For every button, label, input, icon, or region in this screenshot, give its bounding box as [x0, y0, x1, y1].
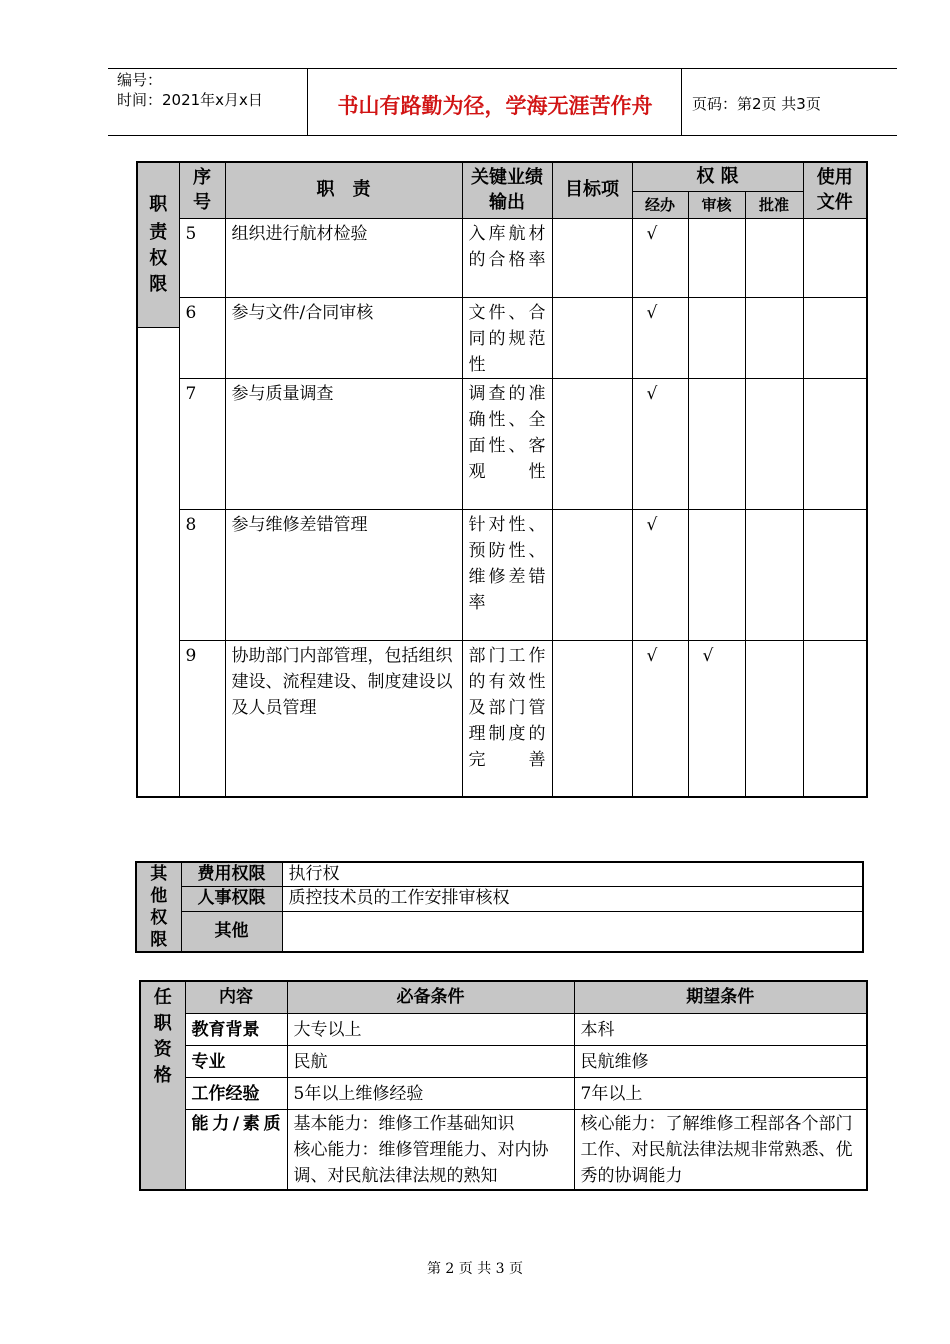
other-value: 质控技术员的工作安排审核权	[282, 887, 863, 912]
row-kpi: 针对性、预防性、维修差错率	[462, 509, 552, 640]
header-divider	[307, 68, 308, 136]
header-seq: 序号	[179, 162, 225, 218]
header-content: 内容	[185, 981, 287, 1013]
row-doc	[803, 378, 867, 509]
other-value	[282, 911, 863, 952]
header-target: 目标项	[552, 162, 632, 218]
row-target	[552, 378, 632, 509]
row-duty: 参与质量调查	[225, 378, 462, 509]
row-review	[688, 378, 745, 509]
header-divider	[681, 68, 682, 136]
qual-expected: 民航维修	[574, 1045, 867, 1077]
header-kpi: 关键业绩输出	[462, 162, 552, 218]
qual-expected: 核心能力：了解维修工程部各个部门工作、对民航法律法规非常熟悉、优秀的协调能力	[574, 1109, 867, 1190]
qual-required: 民航	[287, 1045, 574, 1077]
qual-label: 工作经验	[185, 1077, 287, 1109]
table-row	[140, 1013, 867, 1045]
row-kpi: 入库航材的合格率	[462, 218, 552, 297]
row-review	[688, 218, 745, 297]
row-seq: 5	[179, 218, 225, 297]
other-label: 其他	[181, 911, 282, 952]
row-review	[688, 509, 745, 640]
row-doc	[803, 509, 867, 640]
qual-label: 专业	[185, 1045, 287, 1077]
row-target	[552, 640, 632, 797]
row-kpi: 文件、合同的规范性	[462, 297, 552, 378]
row-doc	[803, 218, 867, 297]
row-handle: √	[632, 509, 688, 640]
qual-expected: 7年以上	[574, 1077, 867, 1109]
row-seq: 7	[179, 378, 225, 509]
row-doc	[803, 297, 867, 378]
row-review	[688, 297, 745, 378]
row-approve	[745, 297, 803, 378]
header-bottom-line	[108, 135, 897, 136]
duties-table	[136, 161, 868, 798]
row-duty: 参与维修差错管理	[225, 509, 462, 640]
row-review: √	[688, 640, 745, 797]
other-authority-table	[135, 861, 864, 953]
table-row	[140, 1109, 867, 1190]
qual-required: 大专以上	[287, 1013, 574, 1045]
duties-section-label: 职	[137, 162, 179, 218]
row-kpi: 部门工作的有效性及部门管理制度的完善	[462, 640, 552, 797]
row-target	[552, 218, 632, 297]
header-review: 审核	[688, 191, 745, 218]
qual-expected: 本科	[574, 1013, 867, 1045]
header-expected: 期望条件	[574, 981, 867, 1013]
table-row	[137, 218, 867, 297]
doc-time-label: 时间：2021年x月x日	[117, 91, 263, 109]
duties-section-label-body: 责权限	[137, 218, 179, 797]
header-approve: 批准	[745, 191, 803, 218]
table-row	[140, 1045, 867, 1077]
row-kpi: 调查的准确性、全面性、客观性	[462, 378, 552, 509]
qual-required: 基本能力：维修工作基础知识 核心能力：维修管理能力、对内协调、对民航法律法规的熟知	[287, 1109, 574, 1190]
table-row	[137, 297, 867, 378]
row-duty: 组织进行航材检验	[225, 218, 462, 297]
row-handle: √	[632, 297, 688, 378]
header-top-line	[108, 68, 897, 69]
qualification-table	[139, 980, 868, 1191]
header-doc: 使用文件	[803, 162, 867, 218]
other-value: 执行权	[282, 862, 863, 887]
row-handle: √	[632, 640, 688, 797]
table-row	[137, 378, 867, 509]
row-target	[552, 509, 632, 640]
header-handle: 经办	[632, 191, 688, 218]
row-approve	[745, 218, 803, 297]
row-target	[552, 297, 632, 378]
table-row	[137, 509, 867, 640]
row-approve	[745, 378, 803, 509]
row-seq: 6	[179, 297, 225, 378]
other-label: 人事权限	[181, 887, 282, 912]
doc-number-label: 编号：	[117, 71, 163, 89]
qual-label: 教育背景	[185, 1013, 287, 1045]
page-code: 页码：第2页 共3页	[692, 95, 821, 113]
table-row	[137, 640, 867, 797]
header-duty: 职 责	[225, 162, 462, 218]
table-row	[140, 1077, 867, 1109]
qual-label: 能力/素质	[185, 1109, 287, 1190]
row-seq: 9	[179, 640, 225, 797]
row-doc	[803, 640, 867, 797]
other-section-label: 其他权限	[136, 862, 181, 952]
page-footer: 第 2 页 共 3 页	[426, 1261, 524, 1277]
row-duty: 参与文件/合同审核	[225, 297, 462, 378]
row-seq: 8	[179, 509, 225, 640]
row-duty: 协助部门内部管理，包括组织建设、流程建设、制度建设以及人员管理	[225, 640, 462, 797]
header-motto: 书山有路勤为径，学海无涯苦作舟	[337, 94, 653, 118]
other-label: 费用权限	[181, 862, 282, 887]
row-handle: √	[632, 378, 688, 509]
header-authority: 权 限	[632, 162, 803, 191]
qualification-section-label: 任职资格	[140, 981, 185, 1190]
qual-required: 5年以上维修经验	[287, 1077, 574, 1109]
header-required: 必备条件	[287, 981, 574, 1013]
row-approve	[745, 509, 803, 640]
row-handle: √	[632, 218, 688, 297]
row-approve	[745, 640, 803, 797]
